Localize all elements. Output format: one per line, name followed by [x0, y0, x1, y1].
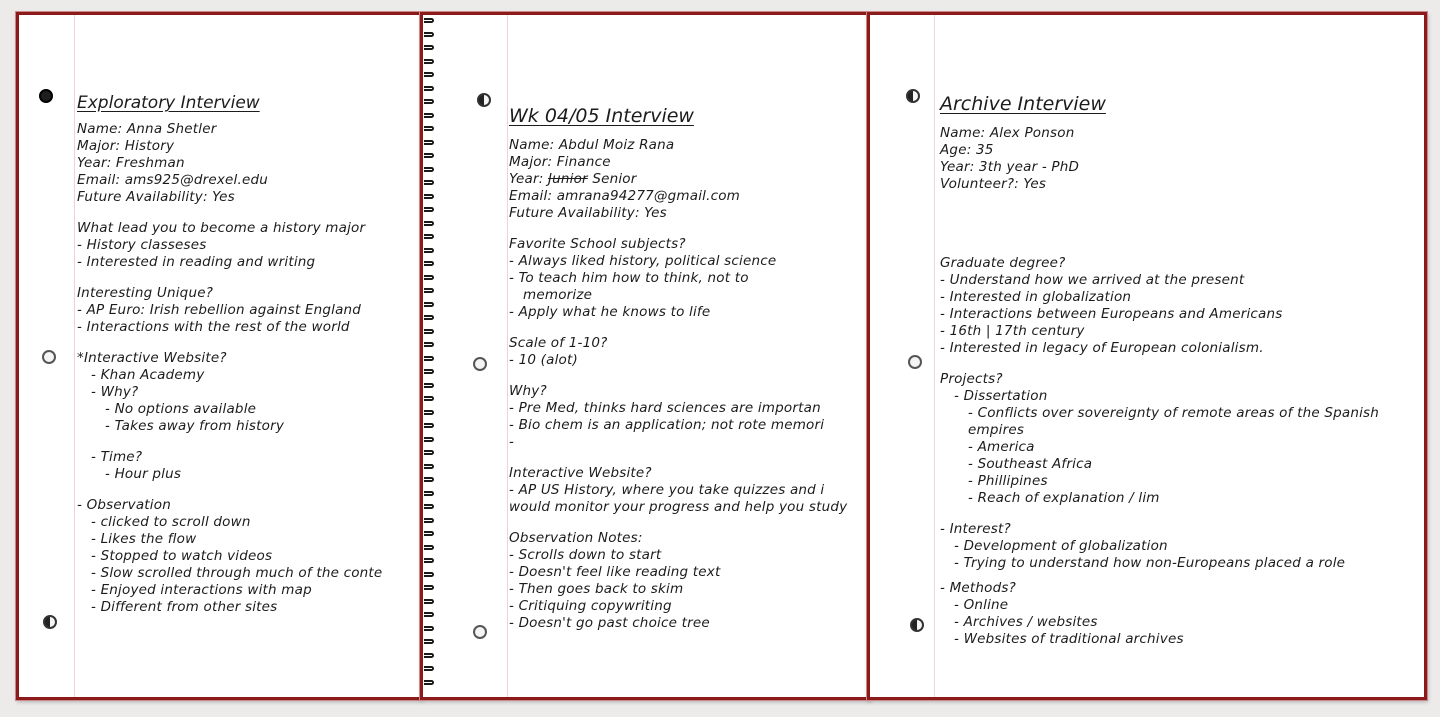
- spiral-coil: [424, 396, 434, 401]
- spiral-coil: [424, 126, 434, 131]
- answer-item: - Apply what he knows to life: [509, 304, 711, 320]
- spiral-coil: [424, 450, 434, 455]
- notebook-page-wk-interview: [420, 12, 870, 700]
- answer-item: - AP Euro: Irish rebellion against England: [77, 302, 362, 318]
- info-line: Major: Finance: [509, 154, 611, 170]
- struck-text: Junior: [547, 171, 588, 187]
- spiral-coil: [424, 342, 434, 347]
- spiral-coil: [424, 288, 434, 293]
- notebook-page-exploratory-interview: [16, 12, 422, 700]
- answer-item: - Understand how we arrived at the present: [940, 272, 1245, 288]
- spiral-binding: [424, 18, 438, 698]
- spiral-coil: [424, 626, 434, 631]
- answer-item: - Then goes back to skim: [509, 581, 684, 597]
- info-line: Name: Alex Ponson: [940, 125, 1075, 141]
- info-value: Senior: [592, 171, 637, 187]
- answer-item: - 10 (alot): [509, 352, 578, 368]
- answer-item: - Doesn't feel like reading text: [509, 564, 721, 580]
- spiral-coil: [424, 572, 434, 577]
- page-margin-line: [507, 15, 508, 697]
- page-notes: [940, 93, 1379, 648]
- spiral-coil: [424, 167, 434, 172]
- info-line: Future Availability: Yes: [509, 205, 667, 221]
- binder-hole: [906, 89, 920, 103]
- answer-item: - Dissertation: [954, 388, 1048, 404]
- spiral-coil: [424, 261, 434, 266]
- spiral-coil: [424, 329, 434, 334]
- info-line: Year: Freshman: [77, 155, 185, 171]
- answer-item: - Interested in legacy of European colonialism.: [940, 340, 1264, 356]
- answer-subitem: - Phillipines: [968, 473, 1048, 489]
- spiral-coil: [424, 194, 434, 199]
- spiral-coil: [424, 234, 434, 239]
- question: Graduate degree?: [940, 255, 1066, 271]
- binder-hole: [42, 350, 56, 364]
- page-margin-line: [934, 15, 935, 697]
- answer-item: - Interested in globalization: [940, 289, 1132, 305]
- answer-subitem: - Conflicts over sovereignty of remote areas of the Spanish: [968, 405, 1380, 421]
- spiral-coil: [424, 558, 434, 563]
- question: - Observation: [77, 497, 171, 513]
- spiral-coil: [424, 221, 434, 226]
- info-line: Age: 35: [940, 142, 994, 158]
- answer-item: - Slow scrolled through much of the conte: [91, 565, 383, 581]
- question: - Interest?: [940, 521, 1011, 537]
- question: Favorite School subjects?: [509, 236, 686, 252]
- spiral-coil: [424, 531, 434, 536]
- answer-subitem: - Reach of explanation / lim: [968, 490, 1160, 506]
- answer-subitem: - Takes away from history: [105, 418, 285, 434]
- question: Observation Notes:: [509, 530, 643, 546]
- info-line: [509, 171, 847, 188]
- page-notes: [77, 93, 382, 616]
- binder-hole: [910, 618, 924, 632]
- spiral-coil: [424, 32, 434, 37]
- answer-subitem: empires: [968, 422, 1025, 438]
- info-line: Year: 3th year - PhD: [940, 159, 1080, 175]
- answer-item: - Trying to understand how non-Europeans placed a role: [954, 555, 1346, 571]
- spiral-coil: [424, 180, 434, 185]
- spiral-coil: [424, 275, 434, 280]
- answer-item: - Doesn't go past choice tree: [509, 615, 710, 631]
- spiral-coil: [424, 666, 434, 671]
- page-margin-line: [74, 15, 75, 697]
- spiral-coil: [424, 585, 434, 590]
- spiral-coil: [424, 315, 434, 320]
- question: Interactive Website?: [509, 465, 652, 481]
- answer-item: - Online: [954, 597, 1009, 613]
- spiral-coil: [424, 410, 434, 415]
- spiral-coil: [424, 383, 434, 388]
- question: - Methods?: [940, 580, 1016, 596]
- page-title: Archive Interview: [940, 93, 1106, 115]
- info-line: Volunteer?: Yes: [940, 176, 1047, 192]
- info-line: Name: Anna Shetler: [77, 121, 217, 137]
- question: What lead you to become a history major: [77, 220, 366, 236]
- spiral-coil: [424, 99, 434, 104]
- question: Interesting Unique?: [77, 285, 214, 301]
- spiral-coil: [424, 464, 434, 469]
- question: Scale of 1-10?: [509, 335, 608, 351]
- answer-item: - Interactions with the rest of the world: [77, 319, 350, 335]
- question: Projects?: [940, 371, 1003, 387]
- spiral-coil: [424, 599, 434, 604]
- answer-item: - clicked to scroll down: [91, 514, 251, 530]
- binder-hole: [908, 355, 922, 369]
- spiral-coil: [424, 680, 434, 685]
- spiral-coil: [424, 545, 434, 550]
- spiral-coil: [424, 248, 434, 253]
- binder-hole: [477, 93, 491, 107]
- answer-item: - Critiquing copywriting: [509, 598, 672, 614]
- spiral-coil: [424, 518, 434, 523]
- spiral-coil: [424, 639, 434, 644]
- answer-item: - Different from other sites: [91, 599, 278, 615]
- answer-item: - 16th | 17th century: [940, 323, 1085, 339]
- spiral-coil: [424, 207, 434, 212]
- spiral-coil: [424, 356, 434, 361]
- info-line: Major: History: [77, 138, 175, 154]
- answer-item: - Scrolls down to start: [509, 547, 662, 563]
- answer-item: - Stopped to watch videos: [91, 548, 273, 564]
- page-title: Exploratory Interview: [77, 93, 260, 113]
- spiral-coil: [424, 59, 434, 64]
- info-label: Year:: [509, 171, 544, 187]
- spiral-coil: [424, 140, 434, 145]
- answer-item: would monitor your progress and help you study: [509, 499, 848, 515]
- answer-item: - Websites of traditional archives: [954, 631, 1184, 647]
- answer-subitem: - No options available: [105, 401, 257, 417]
- answer-subitem: - Southeast Africa: [968, 456, 1093, 472]
- answer-item: - Enjoyed interactions with map: [91, 582, 312, 598]
- question: - Time?: [91, 449, 143, 465]
- spiral-coil: [424, 72, 434, 77]
- spiral-coil: [424, 653, 434, 658]
- answer-item: memorize: [523, 287, 593, 303]
- binder-hole: [473, 357, 487, 371]
- spiral-coil: [424, 153, 434, 158]
- binder-hole: [473, 625, 487, 639]
- spiral-coil: [424, 45, 434, 50]
- page-notes: [509, 105, 847, 632]
- answer-item: - Khan Academy: [91, 367, 205, 383]
- page-title: Wk 04/05 Interview: [509, 105, 694, 127]
- answer-subitem: - America: [968, 439, 1035, 455]
- info-line: Name: Abdul Moiz Rana: [509, 137, 675, 153]
- answer-item: - Pre Med, thinks hard sciences are importan: [509, 400, 821, 416]
- notebook-page-archive-interview: [867, 12, 1427, 700]
- answer-item: - Interactions between Europeans and Americans: [940, 306, 1283, 322]
- spiral-coil: [424, 113, 434, 118]
- info-line: Future Availability: Yes: [77, 189, 235, 205]
- info-line: Email: amrana94277@gmail.com: [509, 188, 741, 204]
- spiral-coil: [424, 423, 434, 428]
- question: Why?: [509, 383, 547, 399]
- spiral-coil: [424, 437, 434, 442]
- answer-item: - Bio chem is an application; not rote memori: [509, 417, 825, 433]
- spiral-coil: [424, 504, 434, 509]
- spiral-coil: [424, 612, 434, 617]
- spiral-coil: [424, 477, 434, 482]
- answer-subitem: - Hour plus: [105, 466, 182, 482]
- answer-item: - Why?: [91, 384, 139, 400]
- answer-item: - Development of globalization: [954, 538, 1168, 554]
- info-line: Email: ams925@drexel.edu: [77, 172, 269, 188]
- spiral-coil: [424, 491, 434, 496]
- spiral-coil: [424, 86, 434, 91]
- answer-item: -: [509, 434, 515, 450]
- spiral-coil: [424, 18, 434, 23]
- answer-item: - Likes the flow: [91, 531, 197, 547]
- spiral-coil: [424, 369, 434, 374]
- binder-hole: [39, 89, 53, 103]
- answer-item: - Archives / websites: [954, 614, 1098, 630]
- spiral-coil: [424, 302, 434, 307]
- question: *Interactive Website?: [77, 350, 227, 366]
- answer-item: - History classeses: [77, 237, 207, 253]
- answer-item: - To teach him how to think, not to: [509, 270, 749, 286]
- answer-item: - Always liked history, political science: [509, 253, 777, 269]
- binder-hole: [43, 615, 57, 629]
- answer-item: - Interested in reading and writing: [77, 254, 316, 270]
- answer-item: - AP US History, where you take quizzes and i: [509, 482, 825, 498]
